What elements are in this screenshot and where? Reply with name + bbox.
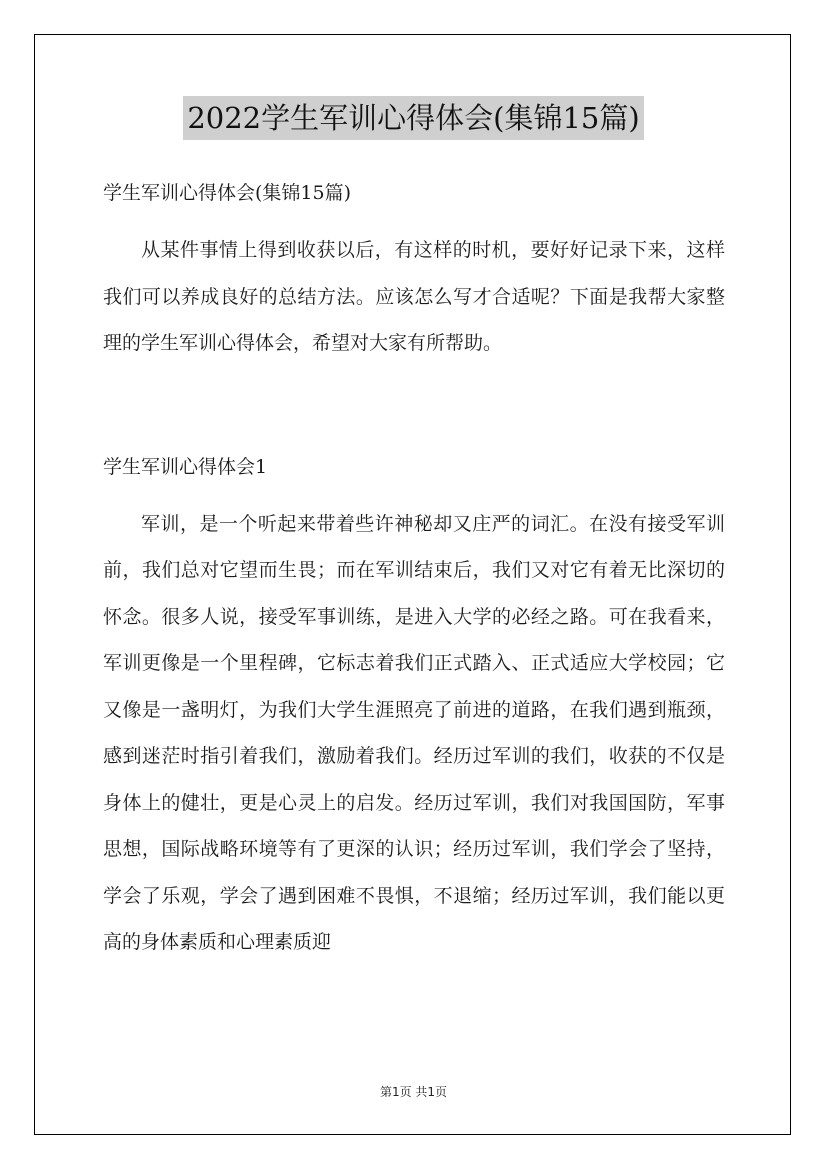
document-subtitle: 学生军训心得体会(集锦15篇)	[103, 182, 352, 204]
intro-paragraph: 从某件事情上得到收获以后，有这样的时机，要好好记录下来，这样我们可以养成良好的总结方法。应该怎么写才合适呢？下面是我帮大家整理的学生军训心得体会，希望对大家有所帮助。	[103, 239, 725, 354]
title-container	[0, 96, 827, 140]
section-heading: 学生军训心得体会1	[103, 455, 268, 478]
document-title: 2022学生军训心得体会(集锦15篇)	[183, 96, 643, 140]
page-footer: 第1页 共1页	[379, 1085, 448, 1099]
spacer	[103, 367, 725, 447]
document-content	[103, 173, 725, 966]
body-paragraph: 军训，是一个听起来带着些许神秘却又庄严的词汇。在没有接受军训前，我们总对它望而生畏；而在军训结束后，我们又对它有着无比深切的怀念。很多人说，接受军事训练，是进入大学的必经之路。可在我看来，军训更像是一个里程碑，它标志着我们正式踏入、正式适应大学校园；它又像是一盏明灯，为我们大学生涯照亮了前进的道路，在我们遇到瓶颈，感到迷茫时指引着我们，激励着我们。经历过军训的我们，收获的不仅是身体上的健壮，更是心灵上的启发。经历过军训，我们对我国国防，军事思想，国际战略环境等有了更深的认识；经历过军训，我们学会了坚持，学会了乐观，学会了遇到困难不畏惧，不退缩；经历过军训，我们能以更高的身体素质和心理素质迎	[103, 512, 725, 953]
spacer	[103, 213, 725, 227]
spacer	[103, 487, 725, 501]
